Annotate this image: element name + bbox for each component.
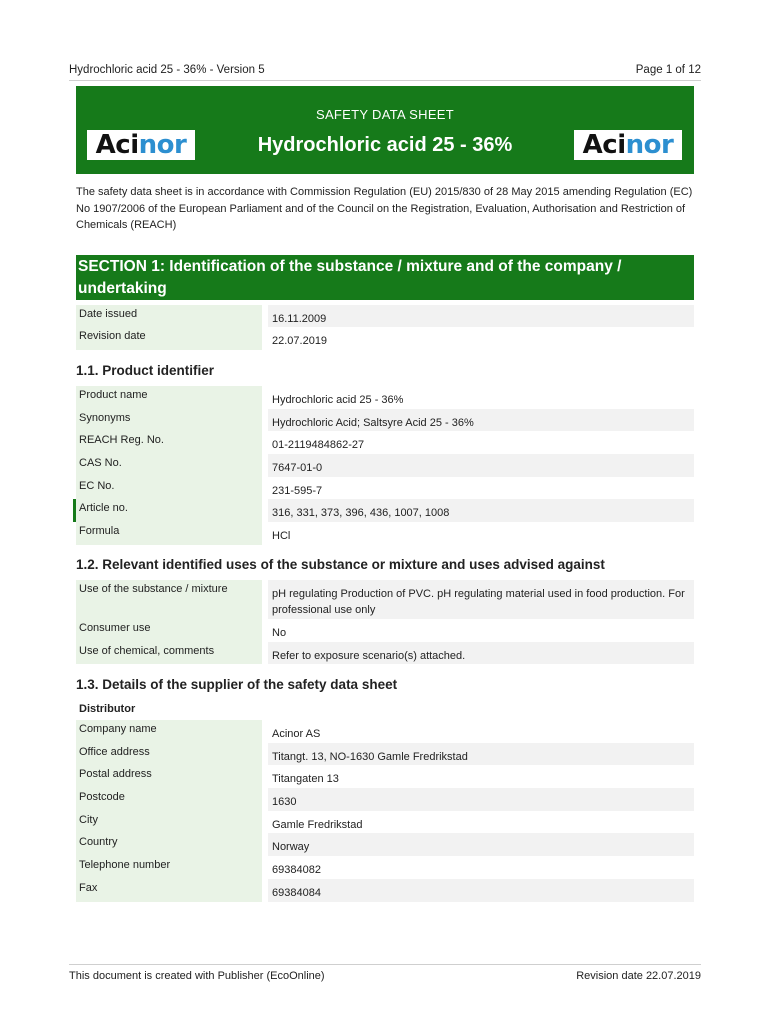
row-label: City bbox=[76, 811, 262, 834]
section-1-header: SECTION 1: Identification of the substance / mixture and of the company / undertaking bbox=[76, 255, 694, 300]
row-value: HCl bbox=[268, 522, 694, 545]
supplier-table bbox=[76, 720, 694, 902]
row-value: 316, 331, 373, 396, 436, 1007, 1008 bbox=[268, 499, 694, 522]
table-row bbox=[76, 305, 694, 327]
row-label: Product name bbox=[76, 386, 262, 409]
row-value: Hydrochloric acid 25 - 36% bbox=[268, 386, 694, 409]
table-row bbox=[76, 386, 694, 409]
page-header bbox=[69, 62, 701, 81]
row-value: Hydrochloric Acid; Saltsyre Acid 25 - 36% bbox=[268, 409, 694, 432]
table-row bbox=[76, 522, 694, 545]
table-row bbox=[76, 879, 694, 902]
row-label: Formula bbox=[76, 522, 262, 545]
row-label: Consumer use bbox=[76, 619, 262, 642]
table-row bbox=[76, 833, 694, 856]
row-label: Country bbox=[76, 833, 262, 856]
subsection-1-2-title: 1.2. Relevant identified uses of the substance or mixture and uses advised against bbox=[76, 557, 605, 572]
row-value: Refer to exposure scenario(s) attached. bbox=[268, 642, 694, 665]
table-row bbox=[76, 454, 694, 477]
row-label: EC No. bbox=[76, 477, 262, 500]
table-row bbox=[76, 788, 694, 811]
subsection-1-1-title: 1.1. Product identifier bbox=[76, 363, 215, 378]
title-banner bbox=[76, 86, 694, 174]
safety-data-sheet-label: SAFETY DATA SHEET bbox=[315, 107, 455, 122]
table-row bbox=[76, 409, 694, 432]
row-label: Telephone number bbox=[76, 856, 262, 879]
product-identifier-table bbox=[76, 386, 694, 545]
row-value: 69384084 bbox=[268, 879, 694, 902]
row-label: Use of chemical, comments bbox=[76, 642, 262, 665]
row-value: 16.11.2009 bbox=[268, 305, 694, 327]
acinor-logo-left: Acinor bbox=[87, 130, 195, 160]
row-value: Titangaten 13 bbox=[268, 765, 694, 788]
regulation-statement: The safety data sheet is in accordance with Commission Regulation (EU) 2015/830 of 28 May 2015 amending Regulation (EC) No 1907/2006 of the European Parliament and of the Council on the Registration, Evaluation, Authorisation and Restriction of Chemicals (REACH) bbox=[76, 186, 693, 231]
row-label: Synonyms bbox=[76, 409, 262, 432]
footer-revision-date: Revision date 22.07.2019 bbox=[576, 970, 701, 982]
row-label: Use of the substance / mixture bbox=[76, 580, 262, 619]
row-label: Revision date bbox=[76, 327, 262, 350]
row-label: Office address bbox=[76, 743, 262, 766]
table-row bbox=[76, 811, 694, 834]
row-label: Article no. bbox=[76, 499, 262, 522]
table-row bbox=[76, 499, 694, 522]
row-label: Postal address bbox=[76, 765, 262, 788]
identified-uses-table bbox=[76, 580, 694, 664]
table-row bbox=[76, 327, 694, 350]
table-row bbox=[76, 580, 694, 619]
table-row bbox=[76, 720, 694, 743]
row-label: Fax bbox=[76, 879, 262, 902]
page-footer bbox=[69, 964, 701, 982]
table-row bbox=[76, 765, 694, 788]
subsection-1-3-title: 1.3. Details of the supplier of the safety data sheet bbox=[76, 677, 398, 692]
row-value: Norway bbox=[268, 833, 694, 856]
row-label: Date issued bbox=[76, 305, 262, 327]
table-row bbox=[76, 619, 694, 642]
page-number: Page 1 of 12 bbox=[635, 64, 701, 76]
row-value: 01-2119484862-27 bbox=[268, 431, 694, 454]
row-value: 1630 bbox=[268, 788, 694, 811]
row-label: Postcode bbox=[76, 788, 262, 811]
row-value: 7647-01-0 bbox=[268, 454, 694, 477]
row-value: 22.07.2019 bbox=[268, 327, 694, 350]
table-row bbox=[76, 431, 694, 454]
row-value: No bbox=[268, 619, 694, 642]
table-row bbox=[76, 743, 694, 766]
table-row bbox=[76, 856, 694, 879]
table-row bbox=[76, 642, 694, 665]
row-value: 69384082 bbox=[268, 856, 694, 879]
row-label: REACH Reg. No. bbox=[76, 431, 262, 454]
row-value: Acinor AS bbox=[268, 720, 694, 743]
row-value: pH regulating Production of PVC. pH regulating material used in food production. For professional use only bbox=[268, 580, 694, 619]
row-value: Gamle Fredrikstad bbox=[268, 811, 694, 834]
table-row bbox=[76, 477, 694, 500]
row-value: Titangt. 13, NO-1630 Gamle Fredrikstad bbox=[268, 743, 694, 766]
dates-table bbox=[76, 305, 694, 350]
row-label: Company name bbox=[76, 720, 262, 743]
product-title: Hydrochloric acid 25 - 36% bbox=[257, 134, 513, 156]
row-value: 231-595-7 bbox=[268, 477, 694, 500]
document-title: Hydrochloric acid 25 - 36% - Version 5 bbox=[69, 64, 265, 76]
row-label: CAS No. bbox=[76, 454, 262, 477]
publisher-note: This document is created with Publisher (EcoOnline) bbox=[69, 970, 325, 982]
acinor-logo-right: Acinor bbox=[574, 130, 682, 160]
distributor-label: Distributor bbox=[79, 703, 136, 715]
